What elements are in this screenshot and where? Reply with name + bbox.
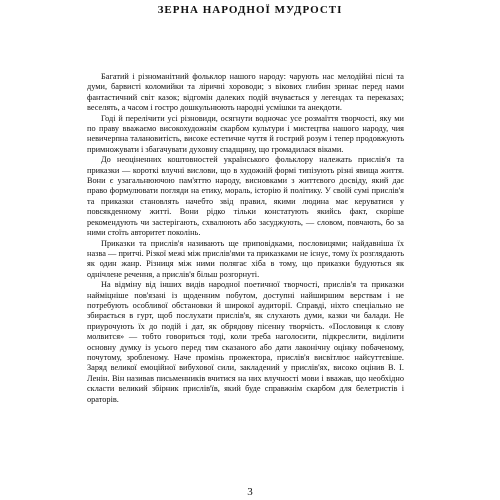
- paragraph: Багатий і різноманітний фольклор нашого народу: чарують нас мелодійні пісні та думи, барвисті коломийки та ліричні хороводи; з вікових глибин зринає перед нами фантастичний світ казок; відгомін далеких подій вчувається у легендах та переказах; веселять, а часом і гостро дошкульнюють народні усмішки та анекдоти.: [87, 72, 404, 113]
- paragraph: Приказки та прислів'я називають ще приповідками, пословицями; найдавніша їх назва — притчі. Різкої межі між прислів'ями та приказками не існує, тому їх розглядають як один жанр. Різниця між ними полягає хіба в тому, що приказки будуються як однічлене речення, а прислів'я більш розгорнуті.: [87, 238, 404, 279]
- running-header: ЗЕРНА НАРОДНОЇ МУДРОСТІ: [157, 4, 343, 16]
- body-text: [87, 72, 404, 405]
- paragraph: Годі й перелічити усі різновиди, осягнути водночас усе розмаїття творчості, яку ми по праву вважаємо високохудожнім скарбом культури і мистецтва нашого народу, чия невичерпна талановитість, високе естетичне чуття й гострий розум і тепер продовжують примножувати і збагачувати духовну спадщину, що громадилася віками.: [87, 113, 404, 154]
- paragraph: До неоціненних коштовностей українського фольклору належать прислів'я та приказки — короткі влучні вислови, що в художній формі типізують різні явища життя. Вони є узагальнюючою пам'яттю народу, висновками з життєвого досвіду, який дає право формулювати погляди на етику, мораль, історію й політику. У своїй сумі прислів'я та приказки становлять начебто звід правил, якими людина має керуватися у повсякденному житті. Вони рідко тільки констатують якийсь факт, скоріше рекомендують чи застерігають, схвалюють або засуджують, — словом, повчають, бо за ними стоїть авторитет поколінь.: [87, 155, 404, 238]
- paragraph: На відміну від інших видів народної поетичної творчості, прислів'я та приказки найміцніше пов'язані із щоденним побутом, доступні найширшим верствам і не потребують особливої обстановки й широкої аудиторії. Справді, ніхто спеціально не збирається в гурт, щоб послухати прислів'я, як слухають думи, казки чи балади. Не приурочують їх до подій і дат, як обрядову пісенну творчість. «Пословиця к слову молвится» — тобто говориться тоді, коли треба наголосити, підкреслити, виділити основну думку із усього перед тим сказаного або дати лаконічну оцінку побаченому, почутому, зробленому. Наче промінь прожектора, прислів'я висвітлює найсуттєвіше. Заряд великої емоційної вибухової сили, закладений у прислів'ях, високо оцінив В. І. Ленін. Він називав письменників вчитися на них влучності мови і вважав, що необхідно скласти великий збірник прислів'їв, який буде справжнім скарбом для белетристів і ораторів.: [87, 280, 404, 404]
- page-number: 3: [247, 486, 253, 498]
